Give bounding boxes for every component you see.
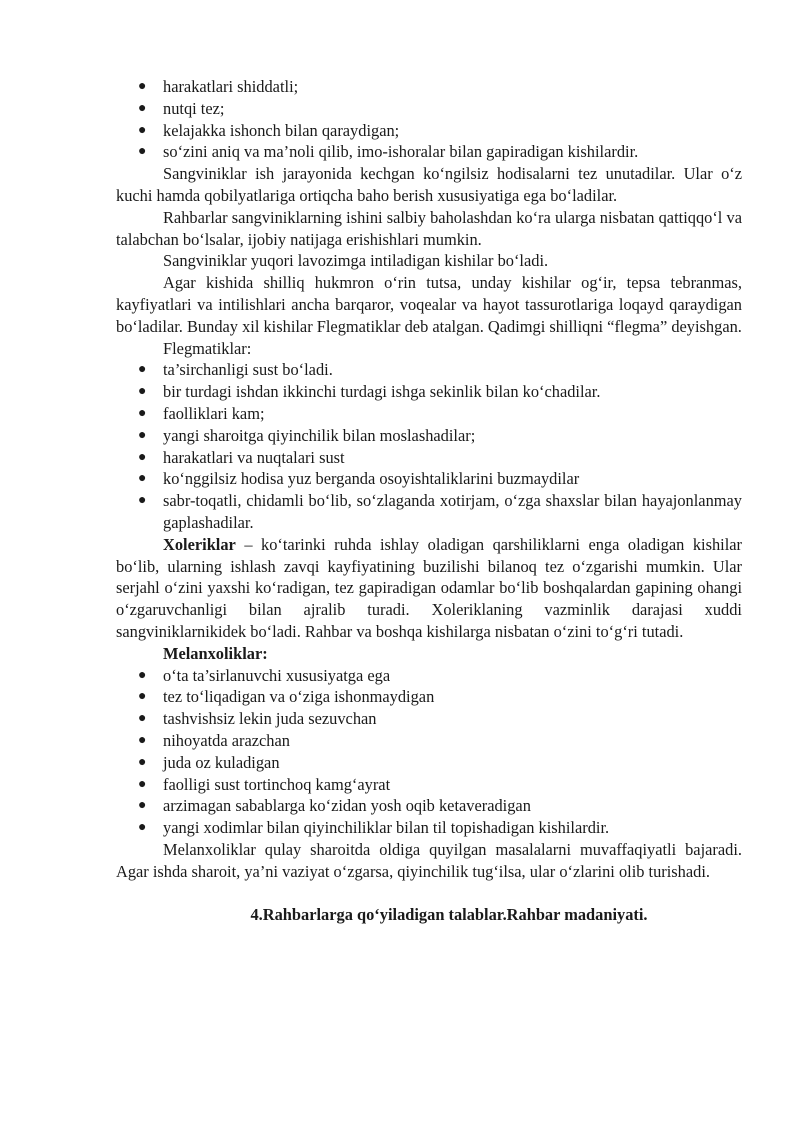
list-item — [116, 752, 742, 774]
bullet-icon: ● — [138, 711, 147, 727]
list-item-text: harakatlari shiddatli; — [163, 77, 299, 96]
paragraph-phlegmatic-intro: Agar kishida shilliq hukmron o‘rin tutsa, unday kishilar og‘ir, tepsa tebranmas, kayfiyatlari va intilishlari ancha barqaror, voqealar va hayot tassurotlariga loqayd qaraydigan bo‘ladilar. Bunday xil kishilar Flegmatiklar deb atalgan. Qadimgi shilliqni “flegma” deyishgan. — [116, 273, 742, 336]
choleric-term: Xoleriklar — [163, 534, 236, 554]
bullet-icon: ● — [138, 362, 147, 378]
list-item — [116, 403, 742, 425]
list-item — [116, 381, 742, 403]
choleric-description: – ko‘tarinki ruhda ishlay oladigan qarshiliklarni enga oladigan kishilar bo‘lib, ularning ishlash zavqi kayfiyatining buzilishi bilanoq tez o‘zgarishi mumkin. Ular serjahl o‘zini yaxshi ko‘radigan, tez gapiradigan odamlar bo‘lib boshqalardan gapining ohangi o‘zgaruvchanligi bilan ajralib turadi. Xoleriklaning vazminlik darajasi xuddi sangviniklarnikidek bo‘ladi. Rahbar va boshqa kishilarga nisbatan o‘zini to‘g‘ri tutadi. — [116, 534, 742, 641]
bullet-icon: ● — [138, 732, 147, 748]
list-item-text: ta’sirchanligi sust bo‘ladi. — [163, 360, 333, 380]
list-item-text: kelajakka ishonch bilan qaraydigan; — [163, 120, 400, 140]
bullet-icon: ● — [138, 122, 147, 138]
list-item-text: so‘zini aniq va ma’noli qilib, imo-ishoralar bilan gapiradigan kishilardir. — [163, 142, 639, 162]
list-item — [116, 817, 742, 839]
paragraph-sanguine-3: Sangviniklar yuqori lavozimga intiladigan kishilar bo‘ladi. — [163, 251, 549, 271]
list-item — [116, 76, 742, 98]
list-item — [116, 120, 742, 142]
bullet-icon: ● — [138, 100, 147, 116]
list-item-text: faolliklari kam; — [163, 403, 265, 423]
phlegmatic-traits-list — [116, 359, 742, 533]
list-item — [116, 98, 742, 120]
list-item — [116, 490, 742, 534]
bullet-icon: ● — [138, 754, 147, 770]
list-item-text: arzimagan sabablarga ko‘zidan yosh oqib ketaveradigan — [163, 796, 531, 816]
list-item-text: o‘ta ta’sirlanuvchi xususiyatga ega — [163, 665, 391, 685]
melancholic-heading: Melanxoliklar: — [163, 643, 268, 663]
paragraph-sanguine-1: Sangviniklar ish jarayonida kechgan ko‘ngilsiz hodisalarni tez unutadilar. Ular o‘z kuchi hamda qobilyatlariga ortiqcha baho berish xususiyatiga ega bo‘ladilar. — [116, 164, 742, 205]
bullet-icon: ● — [138, 144, 147, 160]
bullet-icon: ● — [138, 667, 147, 683]
bullet-icon: ● — [138, 776, 147, 792]
bullet-icon: ● — [138, 79, 147, 94]
paragraph-choleric — [116, 534, 742, 643]
list-item — [116, 795, 742, 817]
melancholic-traits-list — [116, 665, 742, 839]
list-item-text: faolligi sust tortinchoq kamg‘ayrat — [163, 774, 391, 794]
bullet-icon: ● — [138, 493, 147, 509]
bullet-icon: ● — [138, 449, 147, 465]
section-title: 4.Rahbarlarga qo‘yiladigan talablar.Rahbar madaniyati. — [250, 905, 648, 925]
list-item — [116, 447, 742, 469]
bullet-icon: ● — [138, 798, 147, 814]
list-item — [116, 425, 742, 447]
list-item — [116, 686, 742, 708]
list-item-text: yangi xodimlar bilan qiyinchiliklar bilan til topishadigan kishilardir. — [163, 818, 610, 838]
list-item-text: harakatlari va nuqtalari sust — [163, 447, 345, 467]
list-item-text: juda oz kuladigan — [163, 752, 280, 772]
list-item-text: tez to‘liqadigan va o‘ziga ishonmaydigan — [163, 687, 435, 707]
bullet-icon: ● — [138, 471, 147, 487]
bullet-icon: ● — [138, 689, 147, 705]
bullet-icon: ● — [138, 427, 147, 443]
bullet-icon: ● — [138, 405, 147, 421]
sanguine-traits-list — [116, 76, 742, 163]
phlegmatic-heading: Flegmatiklar: — [163, 338, 252, 358]
list-item — [116, 141, 742, 163]
paragraph-melancholic: Melanxoliklar qulay sharoitda oldiga quyilgan masalalarni muvaffaqiyatli bajaradi. Agar ishda sharoit, ya’ni vaziyat o‘zgarsa, qiyinchilik tug‘ilsa, ular o‘zlarini olib turishadi. — [116, 839, 742, 881]
list-item-text: yangi sharoitga qiyinchilik bilan moslashadilar; — [163, 425, 476, 445]
list-item — [116, 665, 742, 687]
list-item-text: nutqi tez; — [163, 98, 225, 118]
list-item-text: ko‘nggilsiz hodisa yuz berganda osoyishtaliklarini buzmaydilar — [163, 469, 580, 489]
paragraph-sanguine-2: Rahbarlar sangviniklarning ishini salbiy baholashdan ko‘ra ularga nisbatan qattiqqo‘l va talabchan bo‘lsalar, ijobiy natijaga erishishlari mumkin. — [116, 207, 742, 249]
list-item-text: nihoyatda arazchan — [163, 730, 290, 750]
list-item-text: bir turdagi ishdan ikkinchi turdagi ishga sekinlik bilan ko‘chadilar. — [163, 382, 601, 402]
list-item — [116, 730, 742, 752]
bullet-icon: ● — [138, 384, 147, 400]
list-item — [116, 708, 742, 730]
list-item — [116, 359, 742, 381]
document-page — [116, 76, 742, 926]
list-item — [116, 774, 742, 796]
list-item — [116, 468, 742, 490]
list-item-text: tashvishsiz lekin juda sezuvchan — [163, 709, 377, 729]
list-item-text: sabr-toqatli, chidamli bo‘lib, so‘zlaganda xotirjam, o‘zga shaxslar bilan hayajonlanmay gaplashadilar. — [163, 491, 742, 532]
bullet-icon: ● — [138, 820, 147, 836]
